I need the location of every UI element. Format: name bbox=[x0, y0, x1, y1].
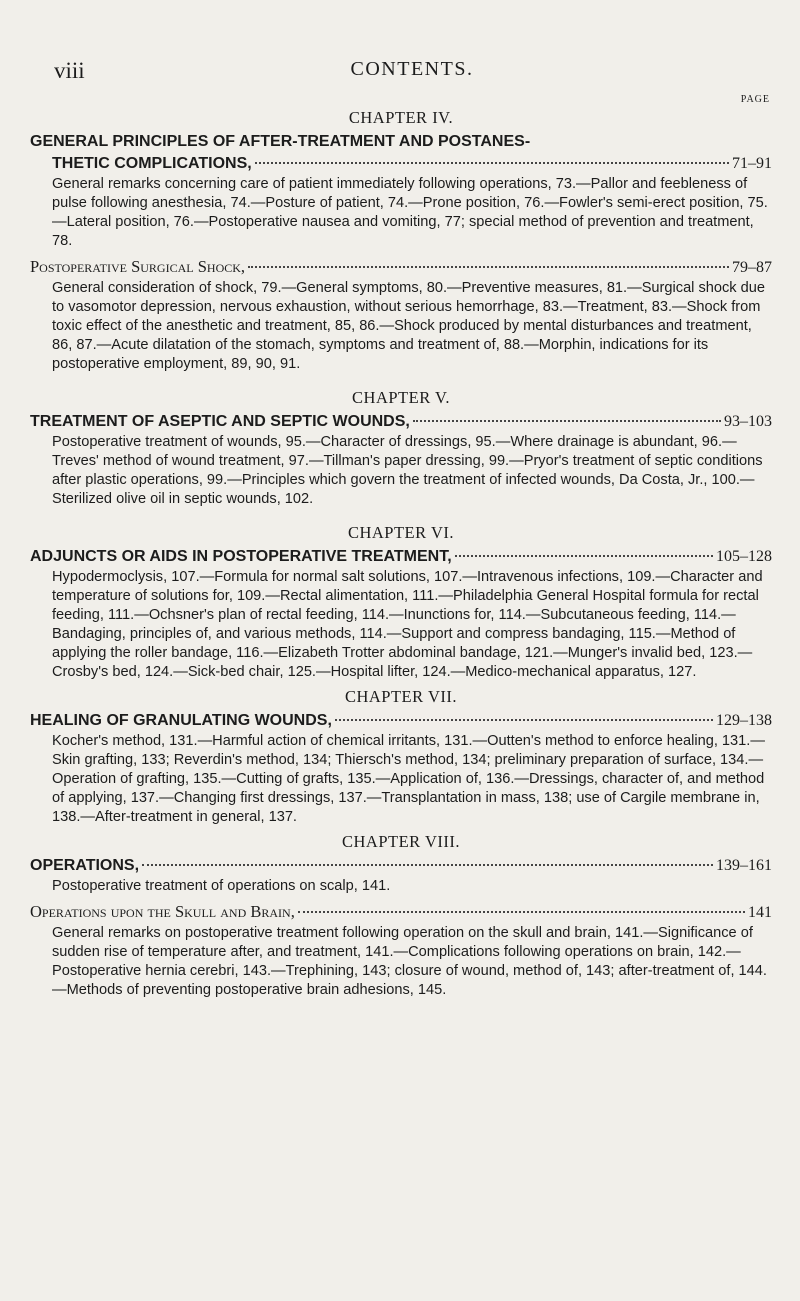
chapter-5-title: TREATMENT OF ASEPTIC AND SEPTIC WOUNDS, bbox=[30, 413, 410, 430]
chapter-5-summary: Postoperative treatment of wounds, 95.—Character of dressings, 95.—Where drainage is abundant, 96.—Treves' method of wound treatment, 97.—Tillman's paper dressing, 99.—Pryor's treatment of septic conditions after plastic operations, 99.—Principles which govern the treatment of infected wounds, Da Costa, Jr., 100.—Sterilized olive oil in septic wounds, 102. bbox=[52, 434, 763, 507]
dot-leader bbox=[413, 420, 721, 422]
page-column-label: PAGE bbox=[740, 94, 770, 105]
chapter-7-pages: 129–138 bbox=[716, 712, 772, 729]
dot-leader bbox=[298, 911, 745, 913]
chapter-5-heading: CHAPTER V. bbox=[352, 388, 450, 407]
skull-brain-section-line bbox=[30, 901, 772, 924]
dot-leader bbox=[248, 266, 729, 268]
contents-heading: CONTENTS. bbox=[350, 58, 474, 80]
dot-leader bbox=[455, 555, 713, 557]
chapter-8-heading: CHAPTER VIII. bbox=[341, 832, 461, 851]
chapter-8-pages: 139–161 bbox=[716, 857, 772, 874]
chapter-7-title-line bbox=[30, 710, 772, 732]
dot-leader bbox=[335, 719, 713, 721]
chapter-6-title: ADJUNCTS OR AIDS IN POSTOPERATIVE TREATMENT, bbox=[30, 548, 452, 565]
chapter-6-title-line bbox=[30, 546, 772, 568]
toc-body bbox=[30, 108, 772, 1005]
chapter-4-title-part-2: THETIC COMPLICATIONS, bbox=[52, 155, 252, 172]
chapter-4-heading: CHAPTER IV. bbox=[348, 108, 454, 127]
shock-section-pages: 79–87 bbox=[732, 259, 772, 276]
chapter-4-pages: 71–91 bbox=[732, 155, 772, 172]
chapter-8-summary: Postoperative treatment of operations on scalp, 141. bbox=[52, 878, 391, 894]
chapter-8-title: OPERATIONS, bbox=[30, 857, 140, 874]
chapter-6-pages: 105–128 bbox=[716, 548, 772, 565]
chapter-7-summary: Kocher's method, 131.—Harmful action of chemical irritants, 131.—Outten's method to enforce healing, 131.—Skin grafting, 133; Reverdin's method, 134; Thiersch's method, 134; preliminary preparation of surface, 134.—Operation of grafting, 135.—Cutting of grafts, 135.—Application of, 136.—Dressings, character of, and method of applying, 137.—Changing first dressings, 137.—Transplantation in mass, 138; use of Cargile membrane in, 138.—After-treatment in general, 137. bbox=[52, 733, 765, 825]
skull-brain-section-title: Operations upon the Skull and Brain, bbox=[30, 902, 295, 921]
chapter-5-pages: 93–103 bbox=[724, 413, 772, 430]
chapter-4-title-part-1: GENERAL PRINCIPLES OF AFTER-TREATMENT AND POSTANES- bbox=[30, 133, 531, 150]
dot-leader bbox=[142, 864, 713, 866]
chapter-4-title-line-1 bbox=[30, 131, 772, 153]
chapter-6-summary: Hypodermoclysis, 107.—Formula for normal salt solutions, 107.—Intravenous infections, 109.—Character and temperature of solutions for, 109.—Rectal alimentation, 111.—Philadelphia General Hospital formula for rectal feeding, 111.—Ochsner's plan of rectal feeding, 114.—Inunctions for, 114.—Subcutaneous feeding, 114.—Bandaging, principles of, and various methods, 114.—Support and compress bandaging, 115.—Method of applying the roller bandage, 116.—Elizabeth Trotter abdominal bandage, 121.—Munger's invalid bed, 123.—Crosby's bed, 124.—Sick-bed chair, 125.—Hospital lifter, 124.—Medico-mechanical apparatus, 127. bbox=[52, 569, 763, 680]
shock-section-title: Postoperative Surgical Shock, bbox=[30, 257, 246, 276]
page-folio: viii bbox=[54, 58, 85, 83]
skull-brain-section-pages: 141 bbox=[748, 904, 772, 921]
chapter-6-heading: CHAPTER VI. bbox=[347, 523, 455, 542]
skull-brain-section-summary: General remarks on postoperative treatment following operation on the skull and brain, 141.—Significance of sudden rise of temperature after, and treatment, 141.—Complications following operations on brain, 142.—Postoperative hernia cerebri, 143.—Trephining, 143; closure of wound, method of, 143; after-treatment of, 144.—Methods of preventing postoperative brain adhesions, 145. bbox=[52, 925, 767, 998]
chapter-5-title-line bbox=[30, 411, 772, 433]
chapter-4-summary: General remarks concerning care of patient immediately following operations, 73.—Pallor and feebleness of pulse following anesthesia, 74.—Posture of patient, 74.—Prone position, 76.—Fowler's semi-erect position, 75.—Lateral position, 76.—Postoperative nausea and vomiting, 77; special method of prevention and treatment, 78. bbox=[52, 176, 768, 249]
chapter-4-title-line-2 bbox=[30, 153, 772, 175]
chapter-7-heading: CHAPTER VII. bbox=[344, 687, 458, 706]
dot-leader bbox=[255, 162, 729, 164]
shock-section-summary: General consideration of shock, 79.—General symptoms, 80.—Preventive measures, 81.—Surgical shock due to vasomotor depression, nervous exhaustion, without serious hemorrhage, 83.—Treatment, 83.—Shock from toxic effect of the anesthetic and treatment, 85, 86.—Shock produced by mental disturbances and treatment, 86, 87.—Acute dilatation of the stomach, symptoms and treatment of, 88.—Morphin, indications for its postoperative employment, 89, 90, 91. bbox=[52, 280, 766, 372]
running-head bbox=[54, 58, 770, 88]
chapter-7-title: HEALING OF GRANULATING WOUNDS, bbox=[30, 712, 332, 729]
chapter-8-title-line bbox=[30, 855, 772, 877]
shock-section-line bbox=[30, 256, 772, 279]
